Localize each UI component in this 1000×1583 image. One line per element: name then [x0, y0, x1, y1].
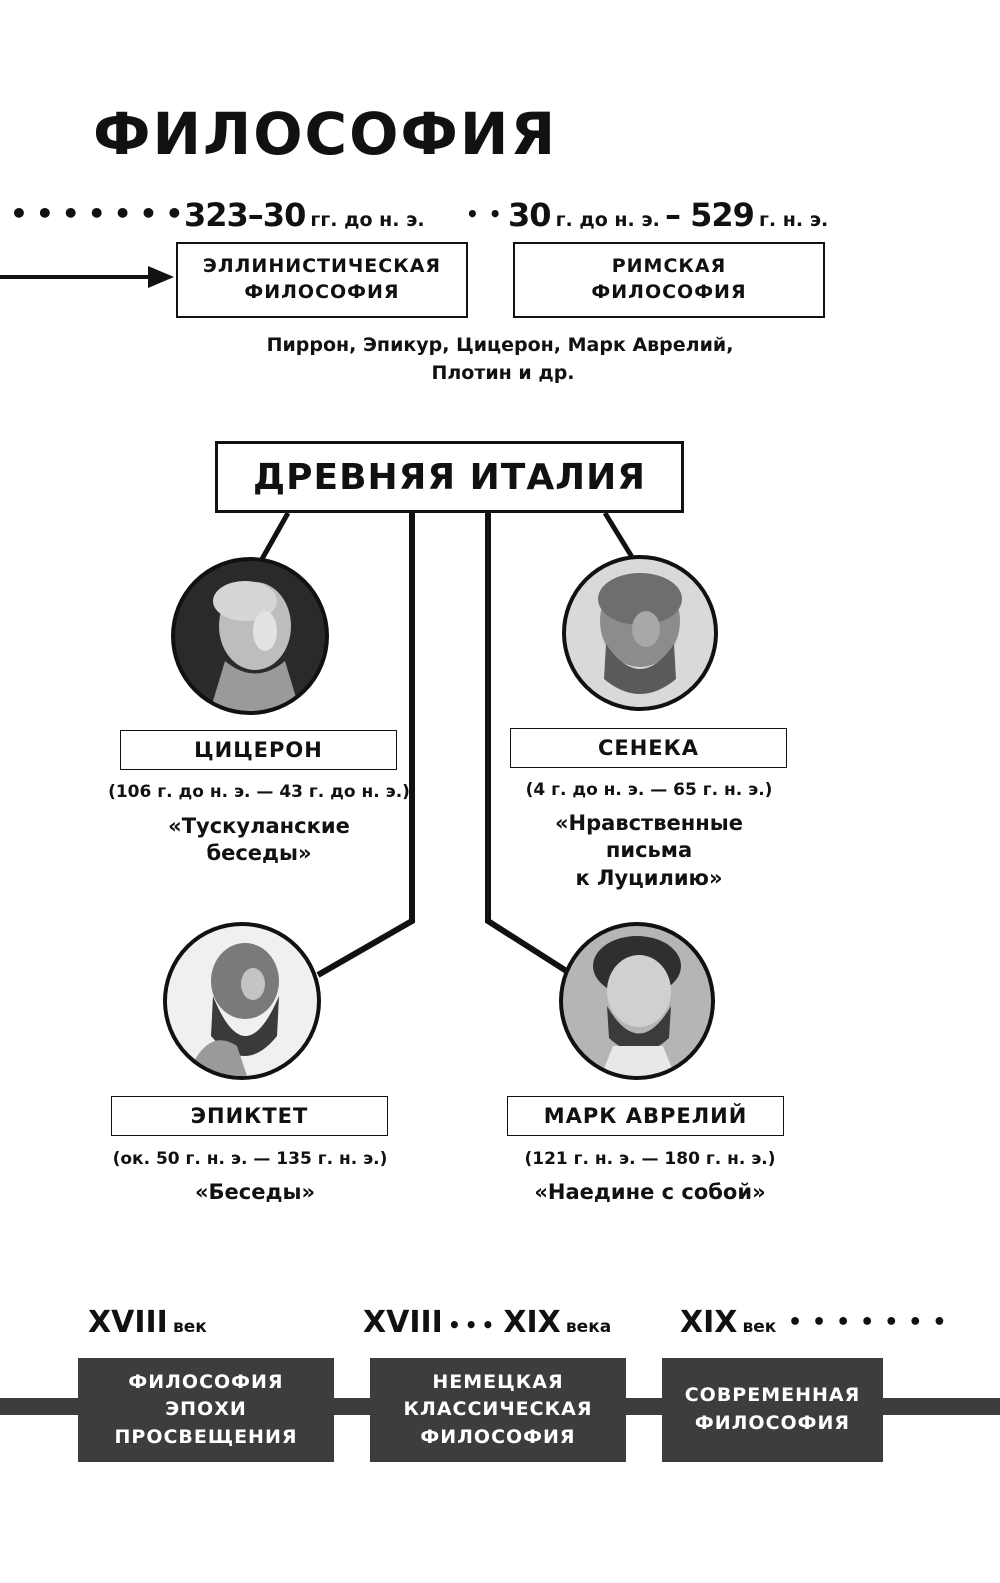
cicero-name-box [120, 730, 397, 770]
marcus-aurelius-name-box [507, 1096, 784, 1136]
hellenistic-years-suffix: гг. до н. э. [310, 209, 425, 231]
connector-seneca [605, 513, 632, 557]
marcus-aurelius-name: МАРК АВРЕЛИЙ [543, 1104, 748, 1128]
modern-line2: ФИЛОСОФИЯ [694, 1412, 851, 1434]
german-classical-line3: ФИЛОСОФИЯ [420, 1425, 576, 1448]
enlightenment-century [88, 1305, 207, 1340]
page-title: ФИЛОСОФИЯ [93, 100, 558, 168]
german-classical-century-dots: ••• [447, 1313, 499, 1337]
enlightenment-philosophy-box [78, 1358, 334, 1462]
enlightenment-line2: ЭПОХИ [165, 1398, 247, 1421]
epictetus-dates: (ок. 50 г. н. э. — 135 г. н. э.) [112, 1149, 388, 1169]
enlightenment-line3: ПРОСВЕЩЕНИЯ [114, 1425, 298, 1448]
ancient-italy-box [215, 441, 684, 513]
cicero-work [110, 813, 408, 868]
german-classical-line1: НЕМЕЦКАЯ [432, 1370, 564, 1393]
timeline-dots-left: ••••••• [10, 197, 192, 230]
enlightenment-century-suffix: век [172, 1317, 207, 1337]
roman-years-end-suffix: г. н. э. [758, 209, 829, 231]
epictetus-name-box [111, 1096, 388, 1136]
cicero-dates: (106 г. до н. э. — 43 г. до н. э.) [108, 782, 410, 802]
cicero-name: ЦИЦЕРОН [194, 738, 323, 762]
enlightenment-century-value: XVIII [88, 1305, 168, 1340]
marcus-aurelius-portrait [559, 922, 715, 1080]
seneca-work-line3: к Луцилию» [575, 865, 723, 890]
roman-years-start-suffix: г. до н. э. [555, 209, 660, 231]
german-classical-century [363, 1305, 611, 1340]
roman-philosophy-box [513, 242, 825, 318]
seneca-work [500, 810, 798, 892]
roman-years-start: 30 [508, 196, 551, 234]
enlightenment-line1: ФИЛОСОФИЯ [128, 1370, 284, 1393]
german-classical-line2: КЛАССИЧЕСКАЯ [403, 1398, 593, 1421]
representatives-line2: Плотин и др. [431, 362, 575, 384]
marcus-aurelius-dates: (121 г. н. э. — 180 г. н. э.) [524, 1149, 776, 1169]
german-classical-philosophy-box [370, 1358, 626, 1462]
cicero-work-line1: «Тускуланские [168, 814, 350, 838]
seneca-portrait [562, 555, 718, 711]
seneca-dates: (4 г. до н. э. — 65 г. н. э.) [525, 780, 773, 800]
modern-century-suffix: век [742, 1317, 777, 1337]
seneca-name: СЕНЕКА [597, 736, 700, 760]
cicero-work-line2: беседы» [206, 841, 312, 866]
representatives-line1: Пиррон, Эпикур, Цицерон, Марк Аврелий, [266, 334, 734, 356]
german-classical-century-end: XIX [503, 1305, 561, 1340]
hellenistic-years-value: 323–30 [184, 196, 306, 234]
hellenistic-years [184, 196, 425, 234]
seneca-work-line1: «Нравственные [554, 811, 744, 835]
modern-century-value: XIX [680, 1305, 738, 1340]
cicero-portrait [171, 557, 329, 715]
roman-years-end: – 529 [664, 196, 754, 234]
roman-years [508, 196, 828, 234]
hellenistic-philosophy-box [176, 242, 468, 318]
timeline-arrowhead [148, 266, 174, 288]
epictetus-work [100, 1179, 410, 1206]
roman-label-line2: ФИЛОСОФИЯ [591, 281, 747, 303]
modern-line1: СОВРЕМЕННАЯ [684, 1384, 861, 1407]
roman-label-line1: РИМСКАЯ [611, 255, 727, 278]
modern-philosophy-box [662, 1358, 883, 1462]
german-classical-century-suffix: века [565, 1317, 612, 1337]
timeline-dots-right: ••••••• [788, 1310, 957, 1335]
epictetus-work-line1: «Беседы» [194, 1180, 316, 1204]
marcus-aurelius-work-line1: «Наедине с собой» [534, 1180, 766, 1204]
seneca-work-line2: письма [605, 838, 693, 863]
modern-century [680, 1305, 776, 1340]
epictetus-name: ЭПИКТЕТ [190, 1104, 309, 1128]
ancient-italy-label: ДРЕВНЯЯ ИТАЛИЯ [253, 456, 646, 498]
hellenistic-label-line2: ФИЛОСОФИЯ [244, 281, 400, 303]
german-classical-century-start: XVIII [363, 1305, 443, 1340]
seneca-name-box [510, 728, 787, 768]
epictetus-portrait [163, 922, 321, 1080]
hellenistic-label-line1: ЭЛЛИНИСТИЧЕСКАЯ [202, 255, 442, 278]
timeline-dots-middle: •• [466, 202, 512, 226]
marcus-aurelius-work [490, 1179, 810, 1206]
connector-cicero [262, 513, 288, 559]
